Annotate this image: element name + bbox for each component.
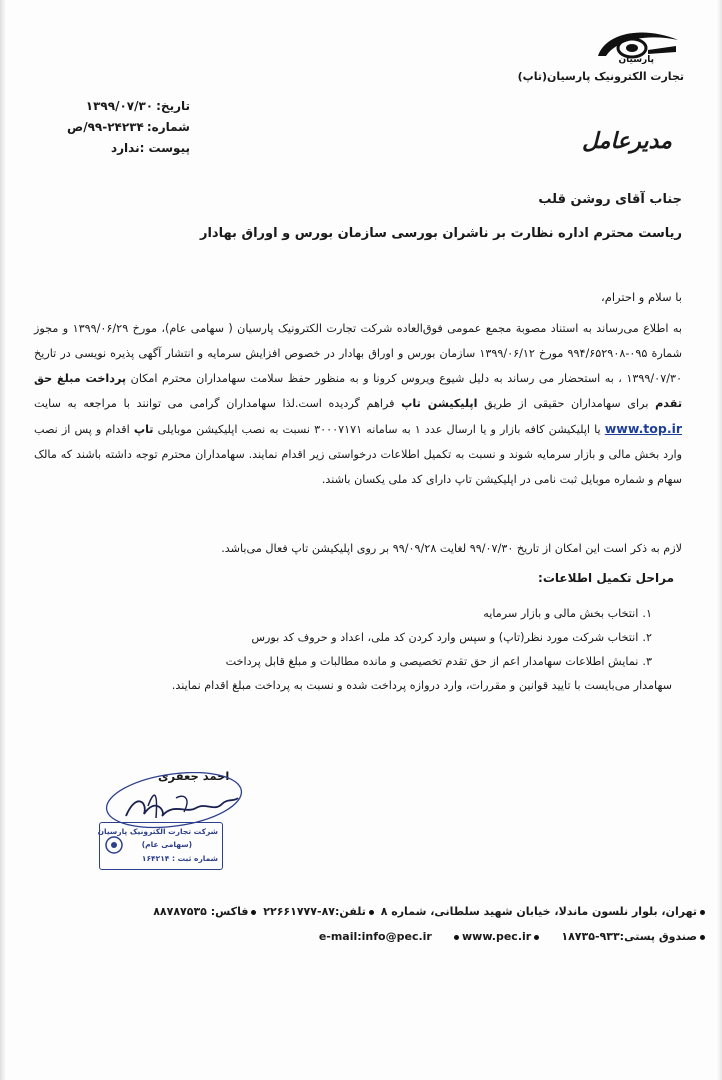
date-value: ۱۳۹۹/۰۷/۳۰ xyxy=(85,99,154,113)
stamp-logo-icon xyxy=(104,835,124,855)
bullet-icon xyxy=(369,910,374,915)
footer-fax: فاکس: ۸۸۷۸۷۵۳۵ xyxy=(153,905,249,918)
list-item xyxy=(32,602,652,626)
step-number: ۳. xyxy=(642,655,652,668)
step-text: انتخاب شرکت مورد نظر(تاپ) و سپس وارد کردن کد ملی، اعداد و حروف کد بورس xyxy=(251,631,639,644)
step-number: ۲. xyxy=(642,631,652,644)
footer-phone: تلفن:۸۷-۲۲۶۶۱۷۷۷ xyxy=(263,905,366,918)
number-label: شماره: xyxy=(146,120,190,134)
body-bold-text: اپلیکیشن تاپ xyxy=(401,397,478,410)
body-bold-text: پرداخت مبلغ حق تقدم xyxy=(34,372,683,410)
step-text: نمایش اطلاعات سهامدار اعم از حق تقدم تخصیصی و مانده مطالبات و مبلغ قابل پرداخت xyxy=(225,655,639,668)
footer-contact-line xyxy=(88,905,708,918)
bullet-icon xyxy=(700,935,705,940)
logo-text: پارسیان xyxy=(618,55,654,65)
bullet-icon xyxy=(454,935,459,940)
bullet-icon xyxy=(251,910,256,915)
letter-meta xyxy=(67,96,190,159)
company-stamp xyxy=(99,822,223,870)
company-name: تجارت الکترونیک پارسیان(تاپ) xyxy=(517,70,684,83)
page-right-edge xyxy=(717,0,722,1080)
steps-title: مراحل تکمیل اطلاعات: xyxy=(538,571,674,585)
body-text: برای سهامداران حقیقی از طریق xyxy=(484,397,649,410)
footer-web-line xyxy=(88,930,708,943)
body-bold-text: تاپ xyxy=(133,423,154,436)
date-label: تاریخ: xyxy=(156,99,190,113)
body-text: اقدام و پس از نصب وارد بخش مالی و بازار سرمایه شوند و نسبت به تکمیل اطلاعات درخواستی زیر اقدام نمایند. سهامداران محترم توجه داشته باشند که مالک سهام و شماره موبایل ثبت نامی در اپلیکیشن تاپ دارای کد ملی یکسان باشند. xyxy=(34,423,682,486)
footer-web[interactable]: www.pec.ir xyxy=(462,930,532,943)
number-value: ۲۴۲۳۴-۹۹/ص xyxy=(67,120,144,134)
body-text: فراهم گردیده است.لذا سهامداران گرامی می توانند با مراجعه به سایت xyxy=(34,397,395,410)
page-left-edge xyxy=(0,0,6,1080)
attachment-row xyxy=(80,138,190,159)
step-text: انتخاب بخش مالی و بازار سرمایه xyxy=(483,607,639,620)
greeting: با سلام و احترام، xyxy=(601,290,682,304)
step-continuation: سهامدار می‌بایست با تایید قوانین و مقررات، وارد دروازه پرداخت شده و نسبت به پرداخت مبلغ اقدام نمایند. xyxy=(171,679,672,692)
list-item xyxy=(32,626,652,650)
body-text: یا اپلیکیشن کافه بازار و یا ارسال عدد ۱ به سامانه ۳۰۰۰۷۱۷۱ نسبت به نصب اپلیکیشن موبایلی xyxy=(157,423,601,436)
footer-pobox: صندوق پستی:۹۳۳-۱۸۷۳۵ xyxy=(561,930,697,943)
recipient-title: ریاست محترم اداره نظارت بر ناشران بورسی سازمان بورس و اوراق بهادار xyxy=(199,226,682,241)
attachment-value: ندارد xyxy=(110,141,140,155)
date-row xyxy=(80,96,190,117)
signer-name: احمد جعفری xyxy=(158,769,230,783)
letter-body xyxy=(34,316,682,492)
footer-address: تهران، بلوار نلسون ماندلا، خیابان شهید سلطانی، شماره ۸ xyxy=(380,905,697,918)
attachment-label: پیوست : xyxy=(139,141,190,155)
website-link[interactable]: www.top.ir xyxy=(604,421,683,436)
bullet-icon xyxy=(700,910,705,915)
bullet-icon xyxy=(534,935,539,940)
stamp-text: (سهامی عام) xyxy=(141,840,192,849)
body-text: به اطلاع می‌رساند به استناد مصوبة مجمع عمومی فوق‌العاده شرکت تجارت الکترونیک پارسیان ( سهامی عام)، مورخ ۱۳۹۹/۰۶/۲۹ و مجوز شمارة ۰۹۵-۹۹۴/۶۵۲۹۰۸ مورخ ۱۳۹۹/۰۶/۱۲ سازمان بورس و اوراق بهادار در خصوص افزایش سرمایه و انتشار آگهی پذیره نویسی در تاریخ ۱۳۹۹/۰۷/۳۰ ، به استحضار می رساند به دلیل شیوع ویروس کرونا و به منظور حفظ سلامت سهامداران محترم امکان xyxy=(34,322,682,385)
steps-list xyxy=(32,602,672,698)
stamp-text: شرکت تجارت الکترونیک پارسیان xyxy=(97,827,218,836)
number-row xyxy=(67,117,190,138)
footer-email[interactable]: e-mail:info@pec.ir xyxy=(318,930,432,943)
logo-mark-icon xyxy=(592,26,684,66)
availability-note: لازم به ذکر است این امکان از تاریخ ۹۹/۰۷/۳۰ لغایت ۹۹/۰۹/۲۸ بر روی اپلیکیشن تاپ فعال می‌باشد. xyxy=(221,542,682,555)
recipient-name: جناب آقای روشن قلب xyxy=(538,192,682,207)
step-number: ۱. xyxy=(642,607,652,620)
stamp-text: شماره ثبت : ۱۶۴۲۱۴ xyxy=(141,854,218,863)
list-item xyxy=(32,650,652,674)
managing-director-mark: مدیرعامل xyxy=(582,128,672,154)
